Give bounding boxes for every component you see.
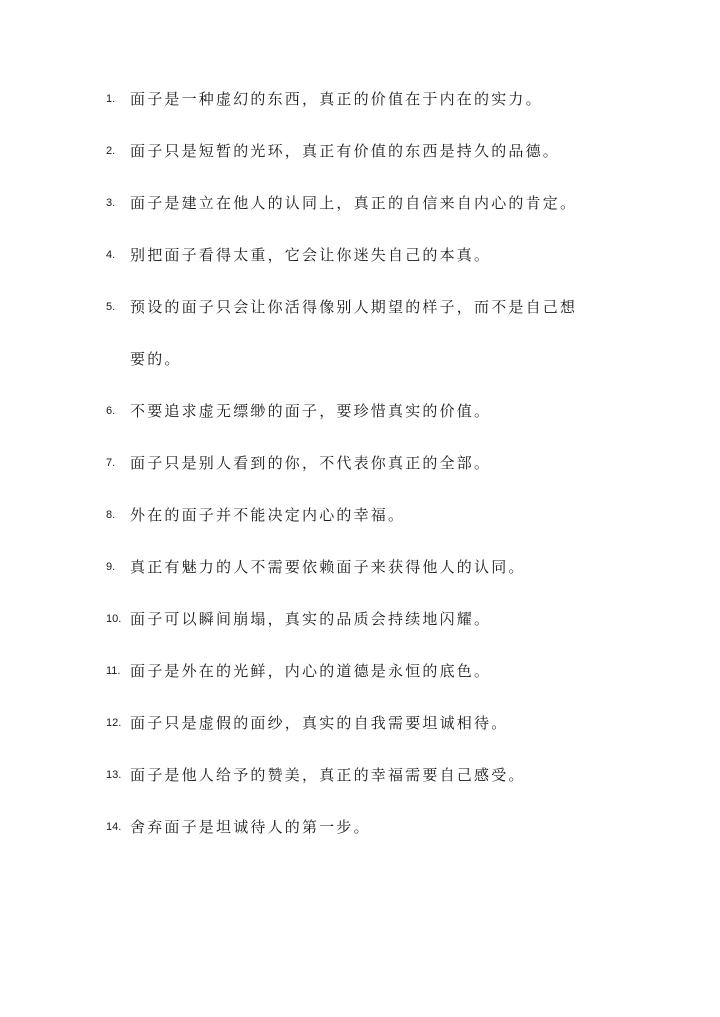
list-item-text: 面子只是虚假的面纱，真实的自我需要坦诚相待。 <box>130 714 509 732</box>
list-item-text-line: 要的。 <box>130 350 182 368</box>
list-item <box>106 812 636 843</box>
list-item <box>106 292 636 375</box>
list-item-number: 9. <box>106 561 116 573</box>
list-item-text: 不要追求虚无缥缈的面子，要珍惜真实的价值。 <box>130 402 492 420</box>
list-item-text: 面子只是别人看到的你，不代表你真正的全部。 <box>130 454 492 472</box>
list-item-text: 面子可以瞬间崩塌，真实的品质会持续地闪耀。 <box>130 610 492 628</box>
list-item-number: 7. <box>106 457 116 469</box>
numbered-list <box>106 84 636 864</box>
list-item-text: 面子是外在的光鲜，内心的道德是永恒的底色。 <box>130 662 492 680</box>
list-item-number: 14. <box>106 821 122 833</box>
list-item-text-line: 预设的面子只会让你活得像别人期望的样子，而不是自己想 <box>130 298 578 316</box>
list-item <box>106 656 636 687</box>
list-item-text <box>130 292 636 375</box>
list-item-number: 13. <box>106 769 122 781</box>
list-item-text: 面子是建立在他人的认同上，真正的自信来自内心的肯定。 <box>130 194 578 212</box>
list-item-number: 10. <box>106 613 122 625</box>
list-item-number: 6. <box>106 405 116 417</box>
list-item-number: 8. <box>106 509 116 521</box>
list-item-number: 11. <box>106 665 121 677</box>
list-item-number: 5. <box>106 301 116 313</box>
list-item <box>106 396 636 427</box>
list-item-number: 2. <box>106 145 116 157</box>
list-item <box>106 604 636 635</box>
list-item-number: 3. <box>106 197 116 209</box>
list-item <box>106 448 636 479</box>
list-item <box>106 708 636 739</box>
list-item-number: 4. <box>106 249 116 261</box>
list-item-text: 面子是一种虚幻的东西，真正的价值在于内在的实力。 <box>130 90 543 108</box>
list-item-text: 外在的面子并不能决定内心的幸福。 <box>130 506 406 524</box>
list-item <box>106 500 636 531</box>
list-item-number: 1. <box>106 93 116 105</box>
list-item <box>106 552 636 583</box>
list-item <box>106 84 636 115</box>
line-gap <box>130 323 636 344</box>
list-item-text: 别把面子看得太重，它会让你迷失自己的本真。 <box>130 246 492 264</box>
list-item <box>106 240 636 271</box>
list-item <box>106 760 636 791</box>
list-item-text: 面子是他人给予的赞美，真正的幸福需要自己感受。 <box>130 766 526 784</box>
list-item-text: 舍弃面子是坦诚待人的第一步。 <box>130 818 371 836</box>
list-item-text: 真正有魅力的人不需要依赖面子来获得他人的认同。 <box>130 558 526 576</box>
list-item-text: 面子只是短暂的光环，真正有价值的东西是持久的品德。 <box>130 142 561 160</box>
list-item-number: 12. <box>106 717 122 729</box>
list-item <box>106 136 636 167</box>
list-item <box>106 188 636 219</box>
